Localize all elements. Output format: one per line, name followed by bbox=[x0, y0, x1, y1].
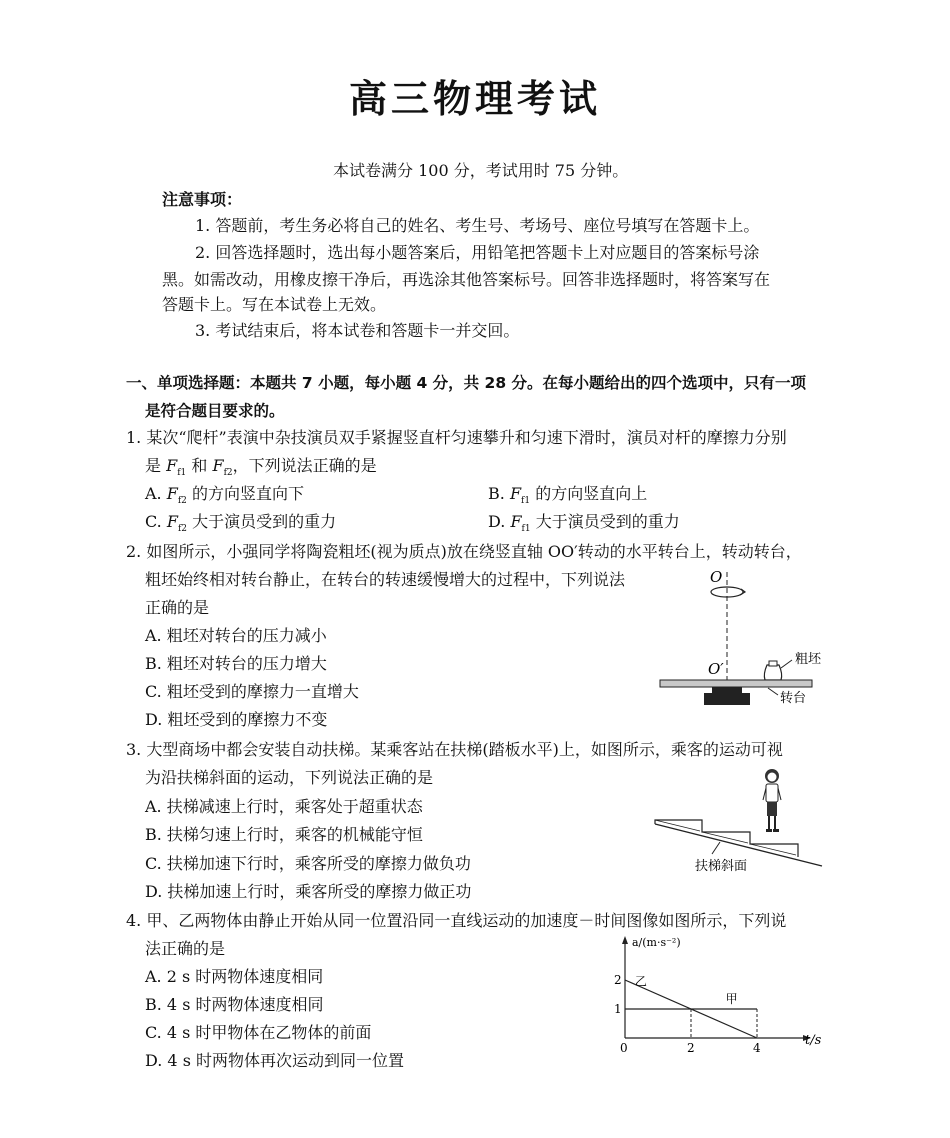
notice-item-1: 1. 答题前，考生务必将自己的姓名、考生号、考场号、座位号填写在答题卡上。 bbox=[195, 216, 760, 235]
q3-option-a: A. 扶梯减速上行时，乘客处于超重状态 bbox=[145, 797, 423, 816]
y-tick-label: 2 bbox=[614, 973, 622, 987]
acceleration-time-chart bbox=[605, 932, 830, 1057]
q3-option-d: D. 扶梯加速上行时，乘客所受的摩擦力做正功 bbox=[145, 882, 472, 901]
chart-series bbox=[625, 974, 757, 1038]
q1-stem-line1: 1. 某次“爬杆”表演中杂技演员双手紧握竖直杆匀速攀升和匀速下滑时，演员对杆的摩擦力分别 bbox=[126, 428, 787, 447]
x-tick-label: 0 bbox=[620, 1041, 628, 1055]
q3-option-c: C. 扶梯加速下行时，乘客所受的摩擦力做负功 bbox=[145, 854, 471, 873]
axis-label-o-prime: O′ bbox=[708, 660, 724, 678]
turntable-base bbox=[704, 693, 750, 705]
notice-heading: 注意事项： bbox=[162, 190, 243, 209]
turntable-figure bbox=[650, 562, 850, 722]
q2-stem-line2: 粗坯始终相对转台静止，在转台的转速缓慢增大的过程中，下列说法 bbox=[145, 570, 626, 589]
notice-item-3: 3. 考试结束后，将本试卷和答题卡一并交回。 bbox=[195, 321, 520, 340]
label-turntable: 转台 bbox=[780, 691, 807, 706]
q2-option-d: D. 粗坯受到的摩擦力不变 bbox=[145, 710, 328, 729]
x-tick-label: 4 bbox=[753, 1041, 761, 1055]
q3-stem-line1: 3. 大型商场中都会安装自动扶梯。某乘客站在扶梯(踏板水平)上，如图所示，乘客的运动可视 bbox=[126, 740, 783, 759]
label-escalator-slope: 扶梯斜面 bbox=[695, 859, 748, 874]
axis-label-o: O bbox=[710, 568, 723, 586]
q2-stem-line3: 正确的是 bbox=[145, 598, 210, 617]
exam-title: 高三物理考试 bbox=[348, 77, 601, 121]
y-axis-arrow-icon bbox=[622, 936, 628, 944]
q4-stem-line1: 4. 甲、乙两物体由静止开始从同一位置沿同一直线运动的加速度－时间图像如图所示，下列说 bbox=[126, 911, 787, 930]
q2-option-c: C. 粗坯受到的摩擦力一直增大 bbox=[145, 682, 359, 701]
q2-stem-line1: 2. 如图所示，小强同学将陶瓷粗坯(视为质点)放在绕竖直轴 OO′转动的水平转台上，转动转台， bbox=[126, 542, 802, 561]
turntable-plate bbox=[660, 680, 812, 687]
q4-option-b: B. 4 s 时两物体速度相同 bbox=[145, 995, 324, 1014]
series-yi-label: 乙 bbox=[634, 974, 647, 989]
q4-stem-line2: 法正确的是 bbox=[145, 939, 226, 958]
pottery-blank-icon bbox=[764, 665, 781, 680]
q4-option-a: A. 2 s 时两物体速度相同 bbox=[145, 967, 324, 986]
y-tick-label: 1 bbox=[614, 1002, 622, 1016]
notice-item-2-line2: 黑。如需改动，用橡皮擦干净后，再选涂其他答案标号。回答非选择题时，将答案写在 bbox=[162, 270, 771, 289]
notice-item-2-line3: 答题卡上。写在本试卷上无效。 bbox=[162, 295, 387, 314]
q1-option-c: C. $F_{f2}$ 大于演员受到的重力 bbox=[145, 512, 337, 535]
escalator-figure bbox=[650, 762, 830, 882]
q1-option-d: D. $F_{f1}$ 大于演员受到的重力 bbox=[488, 512, 680, 535]
section-heading-line1: 一、单项选择题：本题共 7 小题，每小题 4 分，共 28 分。在每小题给出的四个选项中，只有一项 bbox=[126, 374, 807, 392]
exam-intro: 本试卷满分 100 分，考试用时 75 分钟。 bbox=[333, 161, 629, 180]
q1-option-a: A. $F_{f2}$ 的方向竖直向下 bbox=[145, 484, 304, 507]
q1-stem-line2: 是 $F_{f1}$ 和 $F_{f2}$，下列说法正确的是 bbox=[145, 456, 377, 479]
label-pottery: 粗坯 bbox=[795, 652, 822, 667]
q3-option-b: B. 扶梯匀速上行时，乘客的机械能守恒 bbox=[145, 825, 423, 844]
q2-option-b: B. 粗坯对转台的压力增大 bbox=[145, 654, 327, 673]
q4-option-d: D. 4 s 时两物体再次运动到同一位置 bbox=[145, 1051, 404, 1070]
q1-option-b: B. $F_{f1}$ 的方向竖直向上 bbox=[488, 484, 648, 507]
notice-item-2-line1: 2. 回答选择题时，选出每小题答案后，用铅笔把答题卡上对应题目的答案标号涂 bbox=[195, 243, 760, 262]
y-axis-label: a/(m·s⁻²) bbox=[632, 936, 681, 949]
passenger-icon bbox=[763, 769, 781, 832]
section-heading-line2: 是符合题目要求的。 bbox=[145, 402, 285, 420]
q2-option-a: A. 粗坯对转台的压力减小 bbox=[145, 626, 327, 645]
x-axis-label: t/s bbox=[805, 1033, 822, 1048]
x-tick-label: 2 bbox=[687, 1041, 695, 1055]
q4-option-c: C. 4 s 时甲物体在乙物体的前面 bbox=[145, 1023, 372, 1042]
series-jia-label: 甲 bbox=[725, 992, 738, 1006]
q3-stem-line2: 为沿扶梯斜面的运动，下列说法正确的是 bbox=[145, 768, 434, 787]
